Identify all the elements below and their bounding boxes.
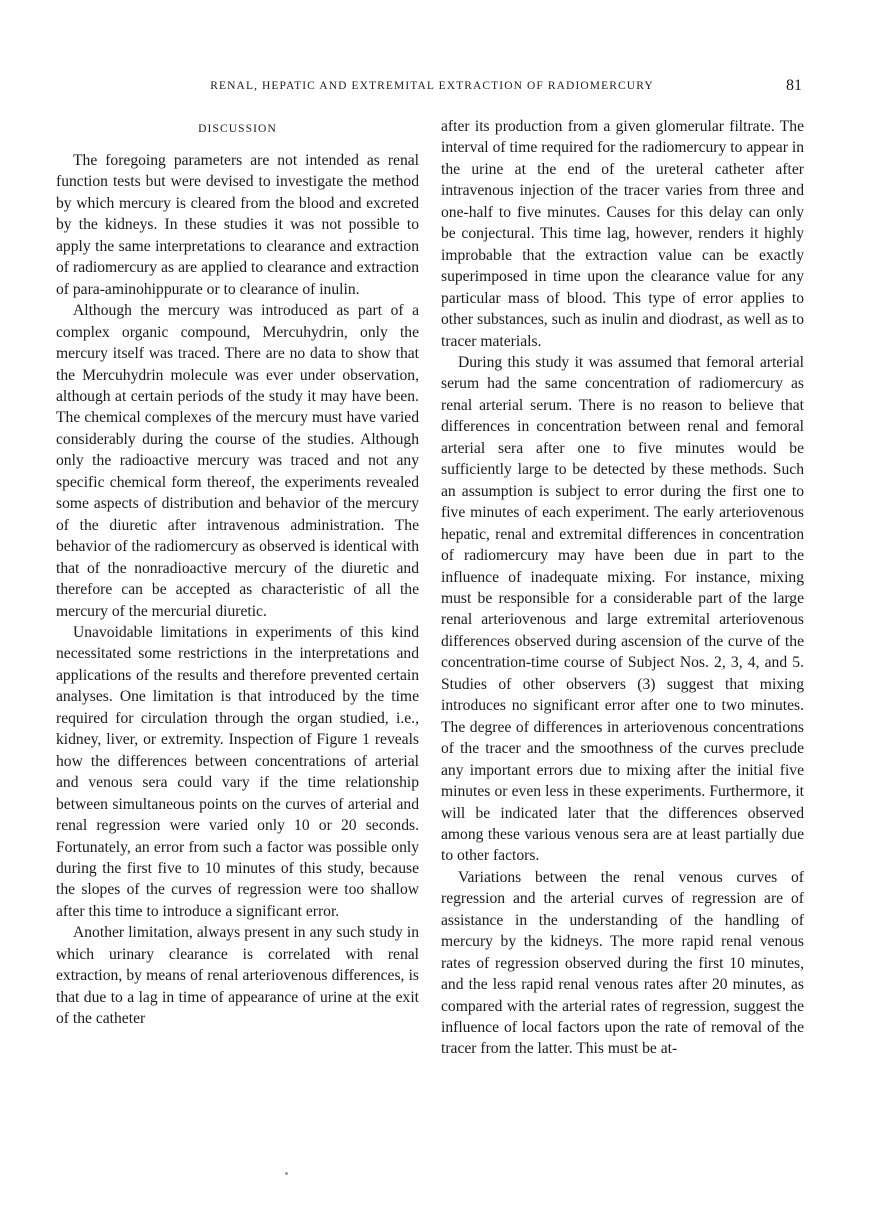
paragraph: The foregoing parameters are not intended as renal function tests but were devised to investigate the method by which mercury is cleared from the blood and excreted by the kidneys. In these studies it was not possible to apply the same interpretations to clearance and extraction of radiomercury as are applied to clearance and extraction of para-aminohippurate or to clearance of inulin.: [56, 152, 419, 298]
paragraph: Another limitation, always present in any such study in which urinary clearance is correlated with renal extraction, by means of renal arteriovenous differences, is that due to a lag in time of appearance of urine at the exit of the catheter: [56, 924, 419, 1028]
paragraph-continued: after its production from a given glomerular filtrate. The interval of time required for the radiomercury to appear in the urine at the end of the ureteral catheter after intravenous injection of the tracer varies from three and one-half to five minutes. Causes for this delay can only be conjectural. This time lag, however, renders it highly improbable that the extraction value can be exactly superimposed in time upon the clearance value for any particular mass of blood. This type of error applies to other substances, such as inulin and diodrast, as well as to tracer materials.: [441, 118, 804, 350]
scan-dot: [285, 1172, 288, 1175]
paragraph: Variations between the renal venous curves of regression and the arterial curves of regression are of assistance in the understanding of the handling of mercury by the kidneys. The more rapid renal venous rates of regression observed during the first 10 minutes, and the less rapid renal venous rates after 20 minutes, as compared with the arterial rates of regression, suggest the influence of local factors upon the rate of removal of the tracer from the latter. This must be at-: [441, 868, 804, 1058]
running-title: RENAL, HEPATIC AND EXTREMITAL EXTRACTION OF RADIOMERCURY: [210, 80, 654, 92]
paragraph: Unavoidable limitations in experiments of this kind necessitated some restrictions in the interpretations and applications of the results and therefore prevented certain analyses. One limitation is that introduced by the time required for circulation through the organ studied, i.e., kidney, liver, or extremity. Inspection of Figure 1 reveals how the differences between concentrations of arterial and venous sera could vary if the time relationship between simultaneous points on the curves of arterial and renal regression were varied only 10 or 20 seconds. Fortunately, an error from such a factor was possible only during the first five to 10 minutes of this study, because the slopes of the curves of regression were too shallow after this time to introduce a significant error.: [56, 623, 419, 920]
section-heading: DISCUSSION: [198, 123, 277, 135]
right-column: [441, 116, 804, 1060]
left-column: [56, 116, 419, 1030]
page-number: 81: [786, 77, 802, 94]
paragraph: Although the mercury was introduced as part of a complex organic compound, Mercuhydrin, only the mercury itself was traced. There are no data to show that the Mercuhydrin molecule was ever under observation, although at certain periods of the study it may have been. The chemical complexes of the mercury must have varied considerably during the course of the studies. Although only the radioactive mercury was traced and not any specific chemical form thereof, the experiments revealed some aspects of distribution and behavior of the mercury of the diuretic after intravenous administration. The behavior of the radiomercury as observed is identical with that of the nonradioactive mercury of the diuretic and therefore can be accepted as characteristic of all the mercury of the mercurial diuretic.: [56, 302, 419, 620]
paragraph: During this study it was assumed that femoral arterial serum had the same concentration of radiomercury as renal arterial serum. There is no reason to believe that differences in concentration between renal and femoral arterial sera after one to five minutes would be sufficiently large to be detected by these methods. Such an assumption is subject to error during the first one to five minutes of each experiment. The early arteriovenous hepatic, renal and extremital differences in concentration of radiomercury may have been due in part to the influence of inadequate mixing. For instance, mixing must be responsible for a considerable part of the large renal arteriovenous and large extremital arteriovenous differences observed during ascension of the curve of the concentration-time course of Subject Nos. 2, 3, 4, and 5. Studies of other observers (3) suggest that mixing introduces no significant error after one to two minutes. The degree of differences in arteriovenous concentrations of the tracer and the smoothness of the curves preclude any important errors due to mixing after the initial five minutes or even less in these experiments. Furthermore, it will be indicated later that the differences observed among these various venous sera are at least partially due to other factors.: [441, 353, 804, 865]
